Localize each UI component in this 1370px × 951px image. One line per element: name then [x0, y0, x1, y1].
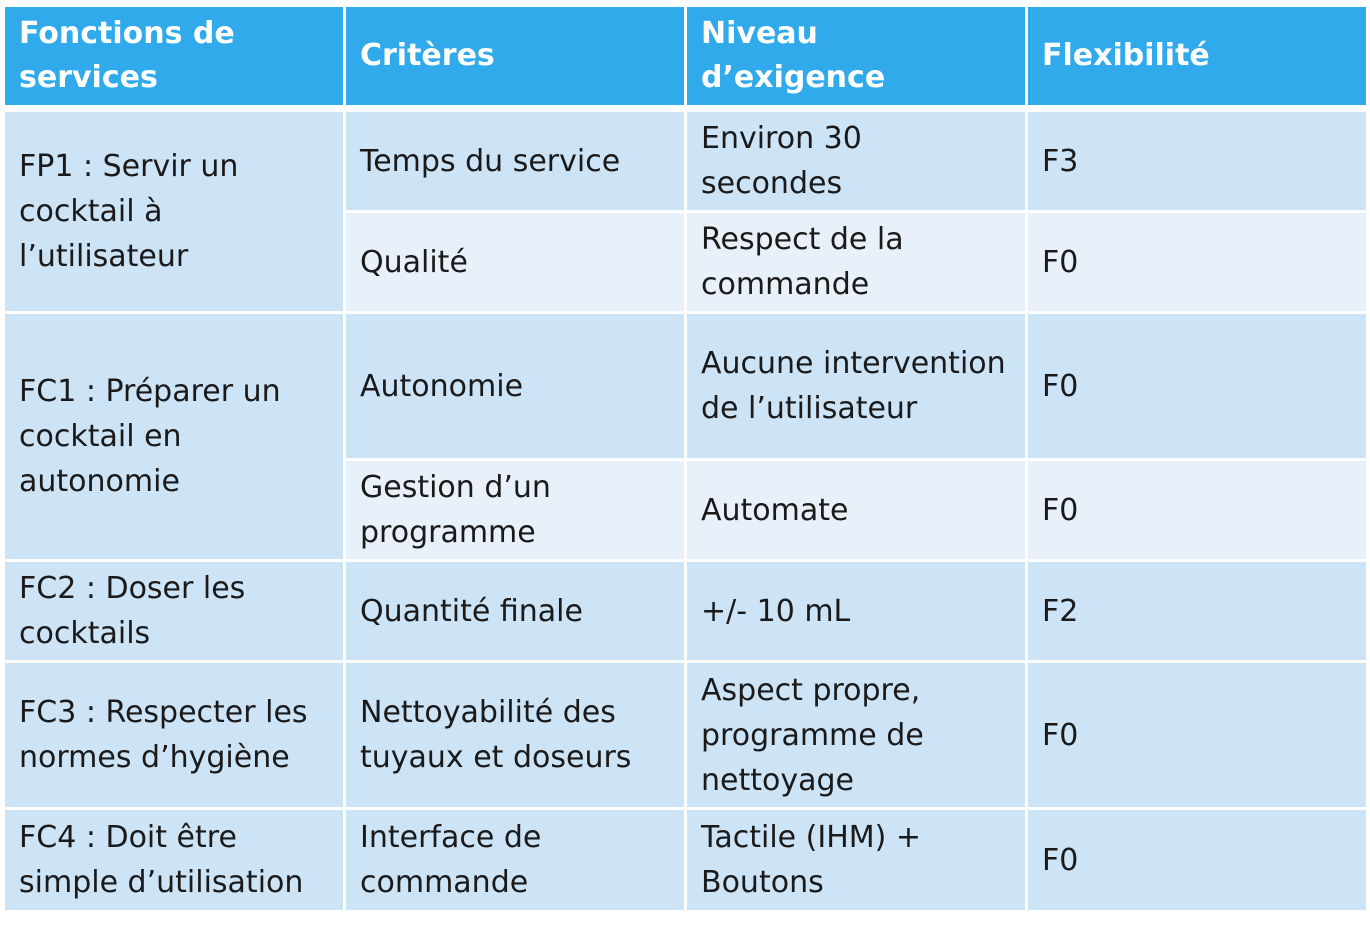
flexibilite-cell: F0: [1027, 212, 1368, 313]
flexibilite-cell: F0: [1027, 460, 1368, 561]
critere-cell: Qualité: [345, 212, 686, 313]
table-row: [4, 561, 1368, 662]
critere-cell: Nettoyabilité des tuyaux et doseurs: [345, 662, 686, 809]
niveau-cell: Aspect propre, programme de nettoyage: [686, 662, 1027, 809]
critere-cell: Autonomie: [345, 313, 686, 460]
header-fonctions: Fonctions de services: [4, 6, 345, 109]
niveau-cell: +/- 10 mL: [686, 561, 1027, 662]
header-flexibilite: Flexibilité: [1027, 6, 1368, 109]
header-criteres: Critères: [345, 6, 686, 109]
flexibilite-cell: F2: [1027, 561, 1368, 662]
critere-cell: Temps du service: [345, 109, 686, 212]
fonction-cell: FC1 : Préparer un cocktail en autonomie: [4, 313, 345, 561]
fonction-cell: FC4 : Doit être simple d’utilisation: [4, 809, 345, 912]
niveau-cell: Tactile (IHM) + Boutons: [686, 809, 1027, 912]
flexibilite-cell: F3: [1027, 109, 1368, 212]
fonction-cell: FP1 : Servir un cocktail à l’utilisateur: [4, 109, 345, 313]
flexibilite-cell: F0: [1027, 809, 1368, 912]
table-row: [4, 662, 1368, 809]
niveau-cell: Respect de la commande: [686, 212, 1027, 313]
niveau-cell: Environ 30 secondes: [686, 109, 1027, 212]
critere-cell: Quantité finale: [345, 561, 686, 662]
niveau-cell: Aucune intervention de l’utilisateur: [686, 313, 1027, 460]
table-row: [4, 809, 1368, 912]
specifications-table: [2, 4, 1369, 913]
fonction-cell: FC2 : Doser les cocktails: [4, 561, 345, 662]
fonction-cell: FC3 : Respecter les normes d’hygiène: [4, 662, 345, 809]
flexibilite-cell: F0: [1027, 313, 1368, 460]
table-row: [4, 313, 1368, 460]
critere-cell: Gestion d’un programme: [345, 460, 686, 561]
flexibilite-cell: F0: [1027, 662, 1368, 809]
niveau-cell: Automate: [686, 460, 1027, 561]
header-row: [4, 6, 1368, 109]
header-niveau: Niveau d’exigence: [686, 6, 1027, 109]
table-row: [4, 109, 1368, 212]
critere-cell: Interface de commande: [345, 809, 686, 912]
